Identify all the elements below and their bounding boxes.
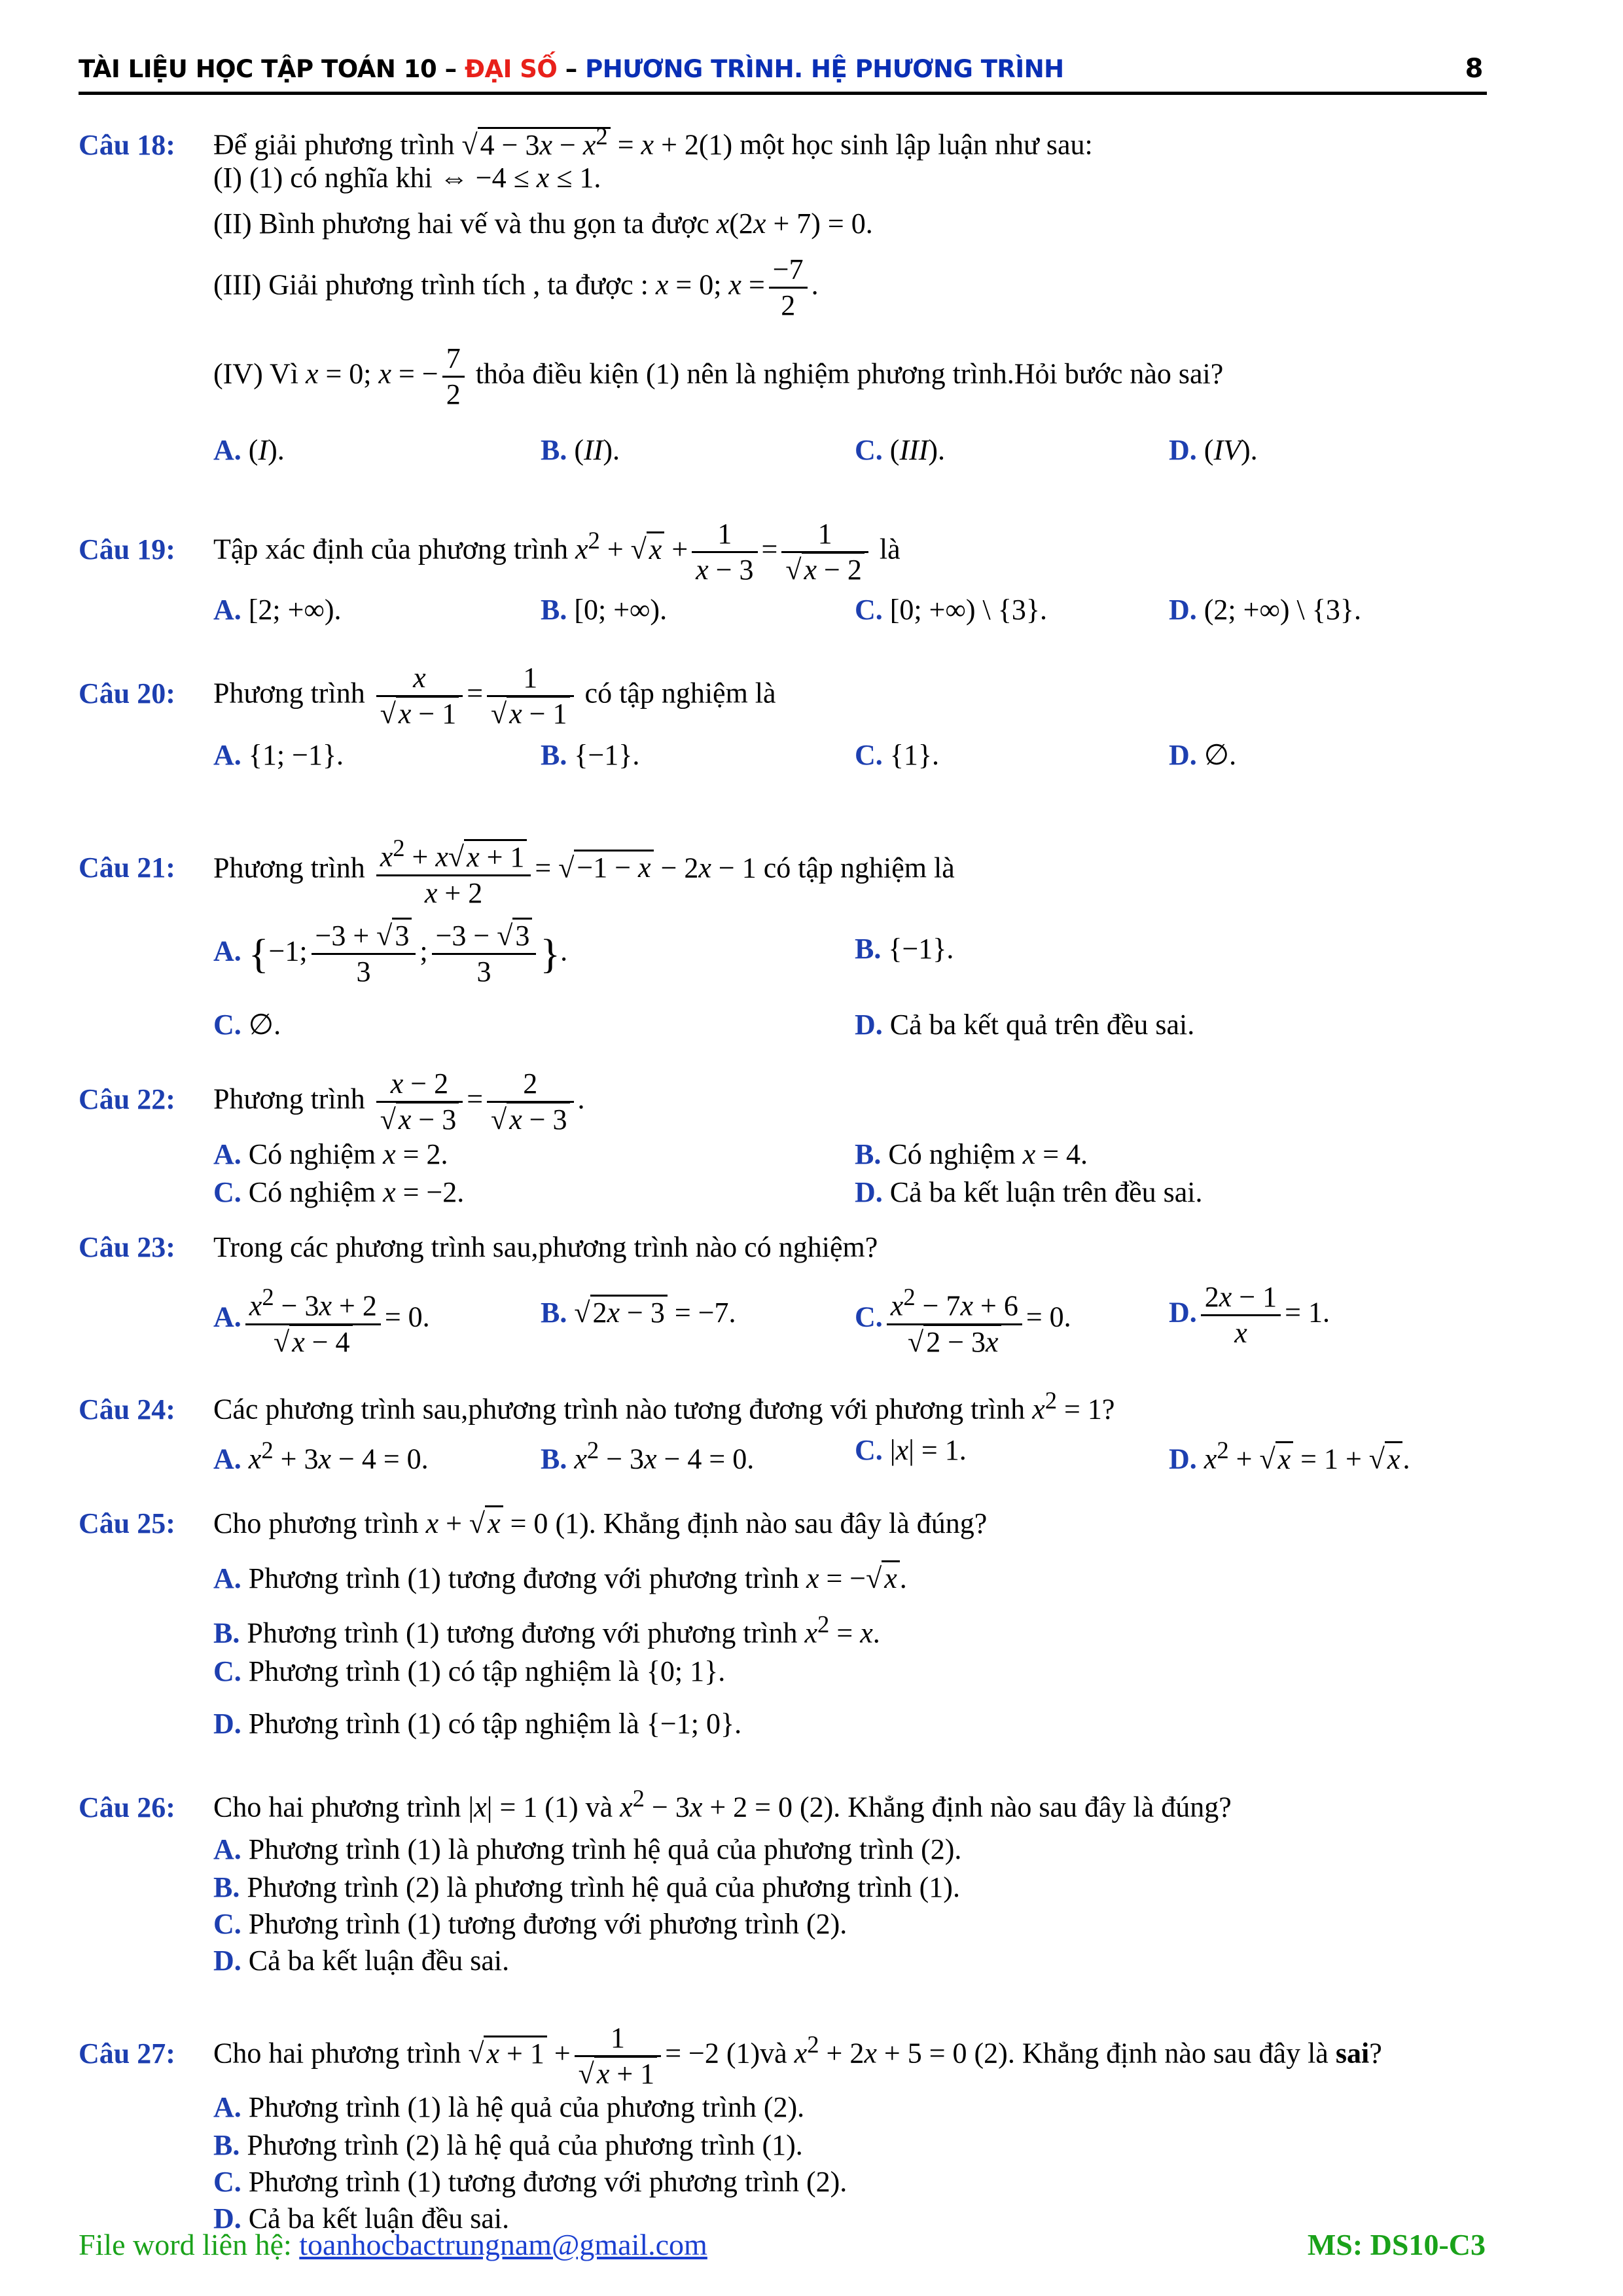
page-header [79, 51, 1487, 95]
q19-option-a[interactable]: A. [2; +∞). [213, 594, 342, 626]
q21-option-d[interactable]: D. Cả ba kết quả trên đều sai. [855, 1009, 1195, 1041]
q18-option-d[interactable]: D. (IV). [1169, 434, 1258, 466]
question-27: Câu 27: Cho hai phương trình √x + 1 + $\frac{1}{√x + 1}$ = −2 (1)và $x^2 + 2x + 5 = 0$ (2). Khẳng định nào sau đây là sai? [79, 2022, 1382, 2090]
question-22: Câu 22: Phương trình $\frac{x - 2}{√x - 3}$ = $\frac{2}{√x - 3}$ . [79, 1067, 585, 1136]
q24-option-a[interactable]: A. $x^2 + 3x - 4 = 0$. [213, 1437, 429, 1475]
q19-option-d[interactable]: D. (2; +∞) \ {3}. [1169, 594, 1361, 626]
header-title: TÀI LIỆU HỌC TẬP TOÁN 10 – ĐẠI SỐ – PHƯƠNG TRÌNH. HỆ PHƯƠNG TRÌNH [79, 55, 1064, 83]
question-24: Câu 24: Các phương trình sau,phương trình nào tương đương với phương trình $x^2 = 1$? [79, 1387, 1115, 1426]
q22-option-d[interactable]: D. Cả ba kết luận trên đều sai. [855, 1176, 1203, 1208]
q26-option-b[interactable]: B. Phương trình (2) là phương trình hệ quả của phương trình (1). [213, 1871, 960, 1903]
q20-option-c[interactable]: C. {1}. [855, 739, 940, 771]
q21-option-b[interactable]: B. {−1}. [855, 933, 954, 965]
question-20: Câu 20: Phương trình $\frac{x}{√x - 1}$ = $\frac{1}{√x - 1}$ có tập nghiệm là [79, 662, 776, 730]
q25-option-c[interactable]: C. Phương trình (1) có tập nghiệm là {0; 1}. [213, 1655, 726, 1687]
footer-contact: File word liên hệ: toanhocbactrungnam@gmail.com [79, 2228, 707, 2261]
q21-option-a[interactable]: A. {−1; $\frac{-3 + √3}{3}$ ; $\frac{-3 - √3}{3}$ }. [213, 919, 567, 989]
q20-option-d[interactable]: D. ∅. [1169, 739, 1237, 771]
page-number: 8 [1465, 54, 1483, 84]
email-link[interactable]: toanhocbactrungnam@gmail.com [299, 2228, 707, 2261]
q23-option-c[interactable]: C. $\frac{x^2 - 7x + 6}{√2 - 3x}$ = 0. [855, 1280, 1071, 1359]
q24-option-d[interactable]: D. $x^2 + √x = 1 + √x$. [1169, 1437, 1410, 1475]
q25-option-b[interactable]: B. Phương trình (1) tương đương với phương trình $x^2 = x$. [213, 1611, 880, 1649]
q26-option-d[interactable]: D. Cả ba kết luận đều sai. [213, 1945, 510, 1977]
q22-option-b[interactable]: B. Có nghiệm x = 4. [855, 1138, 1088, 1170]
q24-option-b[interactable]: B. $x^2 - 3x - 4 = 0$. [541, 1437, 755, 1475]
q26-option-a[interactable]: A. Phương trình (1) là phương trình hệ quả của phương trình (2). [213, 1833, 962, 1865]
question-25: Câu 25: Cho phương trình x + √x = 0 (1). Khẳng định nào sau đây là đúng? [79, 1505, 987, 1542]
q22-option-a[interactable]: A. Có nghiệm x = 2. [213, 1138, 448, 1170]
q26-option-c[interactable]: C. Phương trình (1) tương đương với phương trình (2). [213, 1908, 847, 1940]
q27-option-d[interactable]: D. Cả ba kết luận đều sai. [213, 2202, 510, 2234]
q22-option-c[interactable]: C. Có nghiệm x = −2. [213, 1176, 465, 1208]
question-18: Câu 18: Để giải phương trình $√4 - 3x - x^2 = x + 2(1)$ một học sinh lập luận như sau: [79, 122, 1093, 161]
q25-option-d[interactable]: D. Phương trình (1) có tập nghiệm là {−1; 0}. [213, 1708, 742, 1740]
q18-option-a[interactable]: A. (I). [213, 434, 285, 466]
q23-option-d[interactable]: D. $\frac{2x - 1}{x}$ = 1. [1169, 1281, 1330, 1349]
q23-option-a[interactable]: A. $\frac{x^2 - 3x + 2}{√x - 4}$ = 0. [213, 1280, 430, 1359]
q27-option-a[interactable]: A. Phương trình (1) là hệ quả của phương trình (2). [213, 2091, 805, 2123]
q27-option-b[interactable]: B. Phương trình (2) là hệ quả của phương trình (1). [213, 2129, 803, 2161]
q18-step-2: (II) Bình phương hai vế và thu gọn ta được x(2x + 7) = 0. [213, 207, 873, 240]
question-19: Câu 19: Tập xác định của phương trình $x^2 + √x$ + $\frac{1}{x - 3}$ = $\frac{1}{√x - 2}$ là [79, 518, 901, 586]
q24-option-c[interactable]: C. |x| = 1. [855, 1434, 967, 1466]
q20-option-a[interactable]: A. {1; −1}. [213, 739, 344, 771]
footer-code: MS: DS10-C3 [1307, 2228, 1486, 2261]
question-26: Câu 26: Cho hai phương trình |x| = 1 (1) và $x^2 - 3x + 2 = 0$ (2). Khẳng định nào sau đây là đúng? [79, 1785, 1232, 1823]
q18-option-c[interactable]: C. (III). [855, 434, 946, 466]
q19-option-b[interactable]: B. [0; +∞). [541, 594, 668, 626]
q19-option-c[interactable]: C. [0; +∞) \ {3}. [855, 594, 1047, 626]
q18-step-1: (I) (1) có nghĩa khi ⇔ −4 ≤ x ≤ 1. [213, 162, 601, 194]
q23-option-b[interactable]: B. √2x − 3 = −7. [541, 1295, 736, 1331]
question-23: Câu 23: Trong các phương trình sau,phương trình nào có nghiệm? [79, 1231, 878, 1263]
q25-option-a[interactable]: A. Phương trình (1) tương đương với phương trình x = −√x. [213, 1560, 907, 1597]
q18-option-b[interactable]: B. (II). [541, 434, 620, 466]
question-21: Câu 21: Phương trình $\frac{x^2 + x√x + 1}{x + 2}$ = √−1 − x − 2x − 1 có tập nghiệm là [79, 831, 955, 910]
q21-option-c[interactable]: C. ∅. [213, 1009, 281, 1041]
q20-option-b[interactable]: B. {−1}. [541, 739, 640, 771]
q18-step-3: (III) Giải phương trình tích , ta được : x = 0; x = $\frac{-7}{2}$ . [213, 253, 819, 321]
q27-option-c[interactable]: C. Phương trình (1) tương đương với phương trình (2). [213, 2166, 847, 2198]
q18-step-4: (IV) Vì x = 0; x = − $\frac{7}{2}$ thỏa điều kiện (1) nên là nghiệm phương trình.Hỏi bước nào sai? [213, 342, 1224, 410]
